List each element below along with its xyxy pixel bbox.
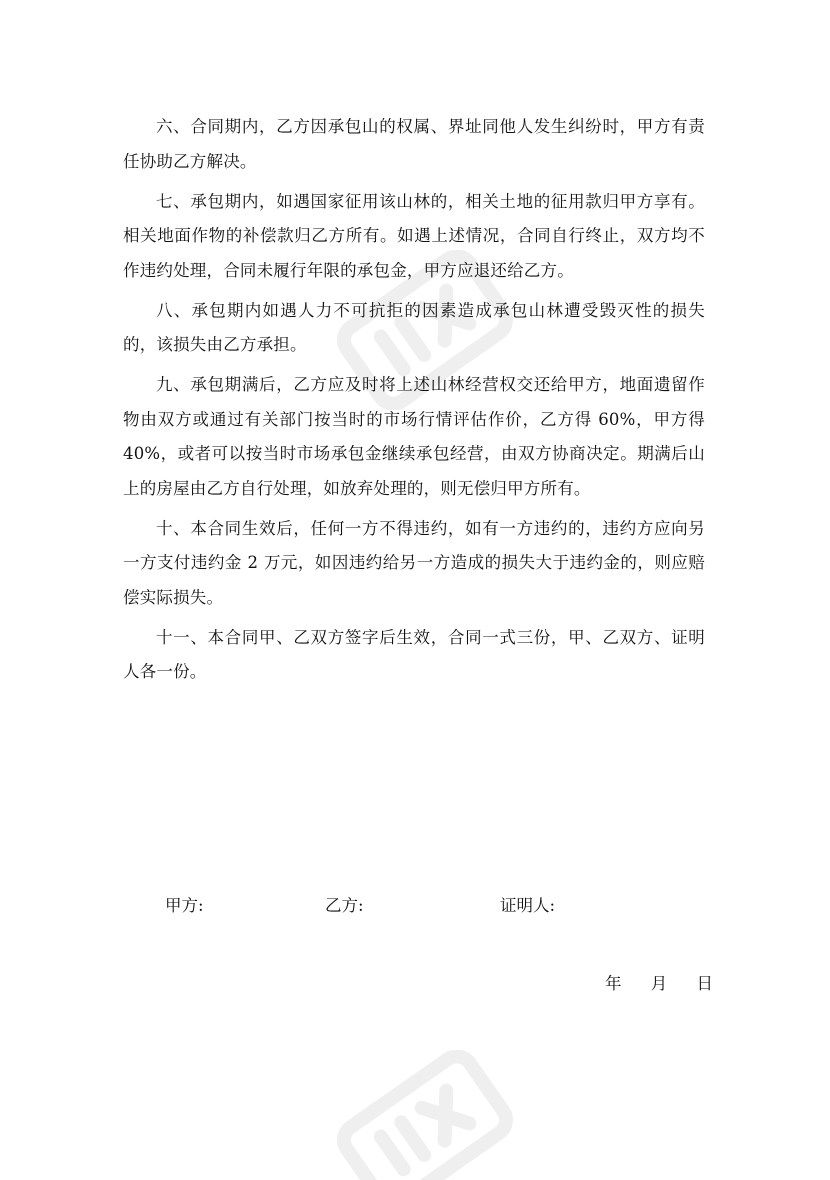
witness-signature-label: 证明人:	[500, 896, 556, 915]
clause-11: 十一、本合同甲、乙双方签字后生效，合同一式三份，甲、乙双方、证明人各一份。	[123, 627, 705, 681]
contract-body	[123, 110, 705, 695]
party-b-signature-label: 乙方:	[325, 896, 364, 915]
party-a-signature-label: 甲方:	[165, 896, 204, 915]
clause-10: 十、本合同生效后，任何一方不得违约，如有一方违约的，违约方应向另一方支付违约金 2 万元，如因违约给另一方造成的损失大于违约金的，则应赔偿实际损失。	[123, 518, 705, 607]
date-year-label: 年	[605, 974, 622, 993]
clause-6: 六、合同期内，乙方因承包山的权属、界址同他人发生纠纷时，甲方有责任协助乙方解决。	[123, 117, 705, 171]
clause-9: 九、承包期满后，乙方应及时将上述山林经营权交还给甲方，地面遗留作物由双方或通过有关部门按当时的市场行情评估作价，乙方得 60%，甲方得 40%，或者可以按当时市场承包金继续承包经营，由双方协商决定。期满后山上的房屋由乙方自行处理，如放弃处理的，则无偿归甲方所有。	[123, 375, 705, 498]
watermark-logo	[330, 1050, 520, 1180]
signing-date	[605, 973, 713, 995]
clause-8: 八、承包期内如遇人力不可抗拒的因素造成承包山林遭受毁灭性的损失的，该损失由乙方承担。	[123, 300, 705, 354]
date-month-label: 月	[650, 974, 668, 993]
clause-7: 七、承包期内，如遇国家征用该山林的，相关土地的征用款归甲方享有。相关地面作物的补偿款归乙方所有。如遇上述情况，合同自行终止，双方均不作违约处理，合同未履行年限的承包金，甲方应退还给乙方。	[123, 191, 705, 280]
date-day-label: 日	[696, 974, 713, 993]
